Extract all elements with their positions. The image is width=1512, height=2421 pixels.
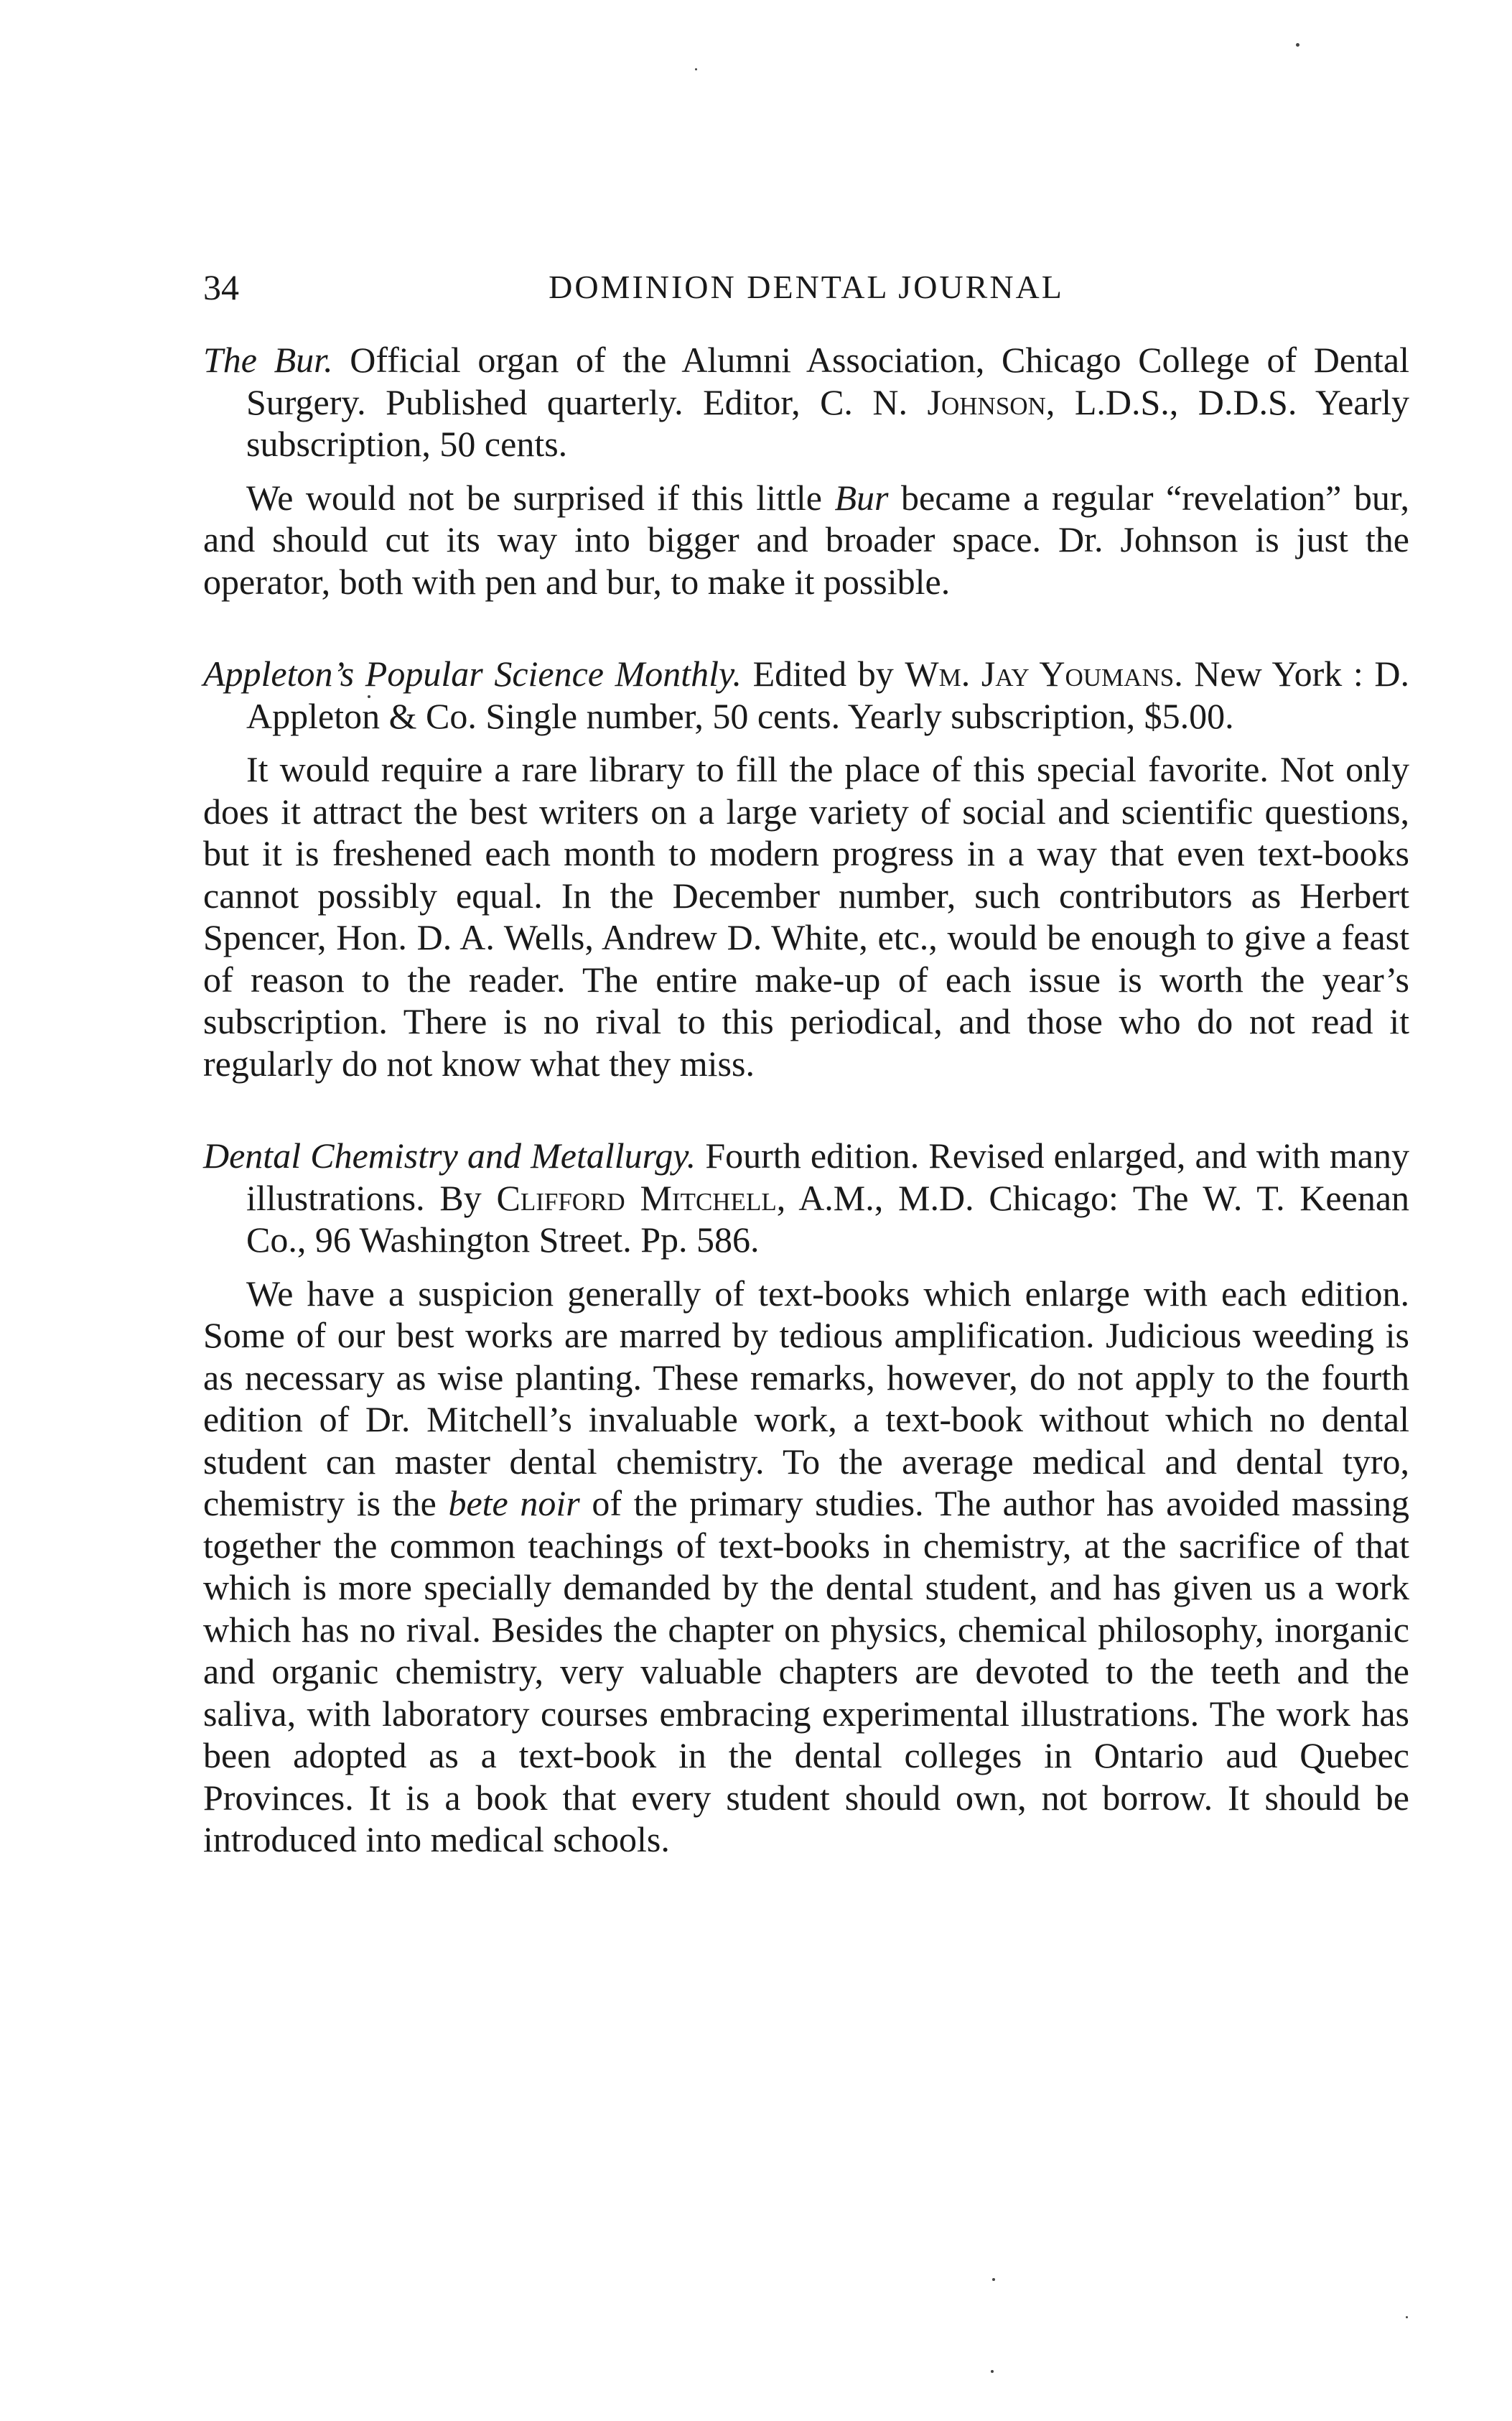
print-speck	[992, 2278, 995, 2281]
italic-title: Bur	[834, 477, 889, 518]
print-speck	[1296, 43, 1299, 47]
review-body: It would require a rare library to fill the place of this special favorite. Not only does it attract the best writers on a large variety of social and scientific questions, but it is freshened each month to modern progress in a way that even text-books cannot possibly equal. In the December number, such contributors as Herbert Spencer, Hon. D. A. Wells, Andrew D. White, etc., would be enough to give a feast of reason to the reader. The entire make-up of each issue is worth the year’s subscription. There is no rival to this periodical, and those who do not read it regularly do not know what they miss.	[203, 749, 1409, 1084]
italic-phrase: bete noir	[448, 1483, 580, 1523]
review-dental-chemistry-and-metallurgy	[203, 1135, 1409, 1861]
work-title: Dental Chemistry and Metallurgy.	[203, 1135, 696, 1176]
citation-text: Edited by	[752, 654, 894, 694]
running-head	[203, 266, 1409, 309]
editor-name: Johnson,	[927, 381, 1055, 422]
review-the-bur	[203, 339, 1409, 603]
print-speck	[695, 68, 697, 70]
work-title: The Bur.	[203, 340, 333, 380]
page-number: 34	[203, 267, 239, 307]
citation-text: L.D.S., D.D.S. Yearly subscription, 50 cents.	[246, 381, 1409, 464]
journal-title: DOMINION DENTAL JOURNAL	[549, 269, 1064, 305]
review-body: We have a suspicion generally of text-books which enlarge with each edition. Some of our best works are marred by tedious amplification. Judicious weeding is as necessary as wise planting. These remarks, however, do not apply to the fourth edition of Dr. Mitchell’s invaluable work, a text-book without which no dental student can master dental chemistry. To the average medical and dental tyro, chemistry is the bete noir of the primary studies. The author has avoided massing together the common teachings of text-books in chemistry, at the sacrifice of that which is more specially demanded by the dental student, and has given us a work which has no rival. Besides the chapter on physics, chemical philosophy, inorganic and organic chemistry, very valuable chapters are devoted to the teeth and the saliva, with laboratory courses embracing experimental illustrations. The work has been adopted as a text-book in the dental colleges in Ontario aud Quebec Provinces. It is a book that every student should own, not borrow. It should be introduced into medical schools.	[203, 1273, 1410, 1859]
review-citation	[203, 339, 1409, 465]
review-citation	[203, 1135, 1409, 1261]
editor-name: Wm. Jay Youmans.	[905, 654, 1183, 694]
citation-text: Official organ of the Alumni Association, Chicago College of Dental Surgery. Published quarterly. Editor, C. N.	[246, 340, 1409, 422]
review-body: We would not be surprised if this little Bur became a regular “revelation” bur, and should cut its way into bigger and broader space. Dr. Johnson is just the operator, both with pen and bur, to make it possible.	[203, 477, 1410, 602]
review-citation	[203, 653, 1409, 737]
citation-text: A.M., M.D. Chicago: The W. T. Keenan Co., 96 Washington Street. Pp. 586.	[246, 1177, 1410, 1260]
print-speck	[991, 2370, 994, 2373]
print-speck	[1406, 2316, 1408, 2318]
citation-text: Fourth edition. Revised enlarged, and with many illustrations. By	[246, 1135, 1410, 1218]
page	[203, 266, 1409, 1861]
work-title: Appleton’s Popular Science Monthly.	[203, 654, 742, 694]
review-appletons-popular-science-monthly	[203, 653, 1409, 1084]
author-name: Clifford Mitchell,	[496, 1177, 786, 1218]
citation-text: New York : D. Appleton & Co. Single number, 50 cents. Yearly subscription, $5.00.	[246, 654, 1410, 736]
